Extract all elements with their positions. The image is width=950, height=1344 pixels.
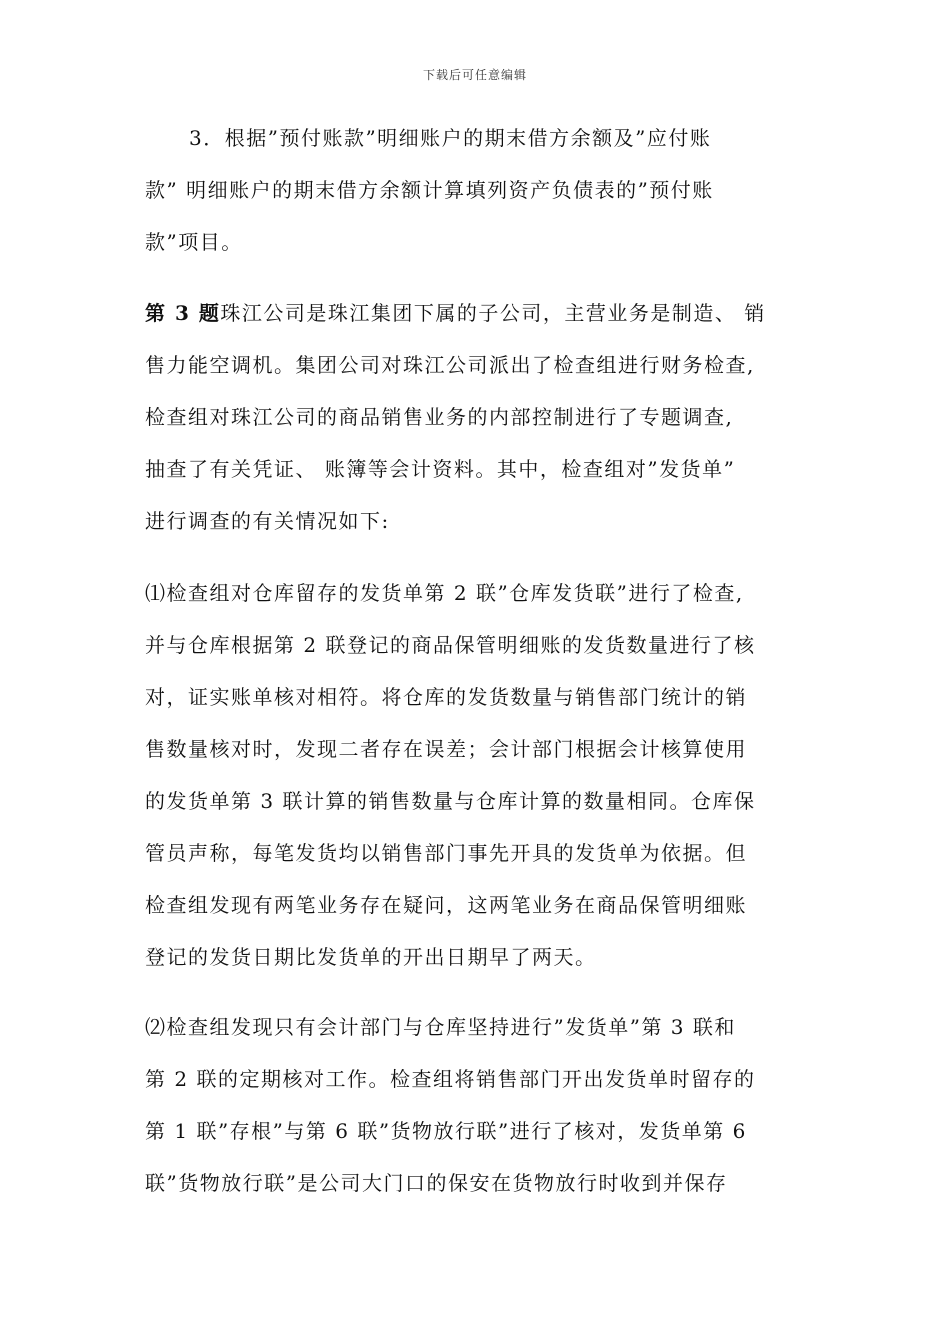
paragraph-line: 3．根据”预付账款”明细账户的期末借方余额及”应付账 — [189, 126, 712, 150]
paragraph-line — [145, 287, 810, 339]
paragraph-line: 抽查了有关凭证、 账簿等会计资料。其中，检查组对”发货单” — [145, 457, 736, 481]
paragraph-line: 第 1 联”存根”与第 6 联”货物放行联”进行了核对，发货单第 6 — [145, 1119, 747, 1143]
paragraph-line: 款”项目。 — [145, 230, 243, 254]
paragraph-line: 售力能空调机。集团公司对珠江公司派出了检查组进行财务检查, — [145, 353, 755, 377]
paragraph-item-2 — [145, 1001, 810, 1209]
question-text: 珠江公司是珠江集团下属的子公司，主营业务是制造、 销 — [220, 301, 766, 325]
paragraph-line: 对，证实账单核对相符。将仓库的发货数量与销售部门统计的销 — [145, 685, 747, 709]
paragraph-line: 售数量核对时，发现二者存在误差；会计部门根据会计核算使用 — [145, 737, 747, 761]
paragraph-note-3 — [145, 112, 810, 268]
paragraph-line: 并与仓库根据第 2 联登记的商品保管明细账的发货数量进行了核 — [145, 633, 756, 657]
paragraph-line: 检查组发现有两笔业务存在疑问，这两笔业务在商品保管明细账 — [145, 893, 747, 917]
paragraph-line: 的发货单第 3 联计算的销售数量与仓库计算的数量相同。仓库保 — [145, 789, 756, 813]
paragraph-item-1 — [145, 567, 810, 983]
paragraph-line: 检查组对珠江公司的商品销售业务的内部控制进行了专题调查, — [145, 405, 734, 429]
paragraph-line: ⑵检查组发现只有会计部门与仓库坚持进行”发货单”第 3 联和 — [145, 1015, 736, 1039]
page-header: 下载后可任意编辑 — [422, 68, 527, 82]
paragraph-line: 联”货物放行联”是公司大门口的保安在货物放行时收到并保存 — [145, 1171, 728, 1195]
paragraph-line: 管员声称，每笔发货均以销售部门事先开具的发货单为依据。但 — [145, 841, 747, 865]
paragraph-line: 款” 明细账户的期末借方余额计算填列资产负债表的”预付账 — [145, 178, 714, 202]
paragraph-line: 进行调查的有关情况如下: — [145, 509, 390, 533]
question-number: 第 3 题 — [145, 301, 221, 325]
paragraph-line: 第 2 联的定期核对工作。检查组将销售部门开出发货单时留存的 — [145, 1067, 756, 1091]
paragraph-line: 登记的发货日期比发货单的开出日期早了两天。 — [145, 945, 597, 969]
paragraph-question-3 — [145, 287, 810, 547]
paragraph-line: ⑴检查组对仓库留存的发货单第 2 联”仓库发货联”进行了检查, — [145, 581, 744, 605]
